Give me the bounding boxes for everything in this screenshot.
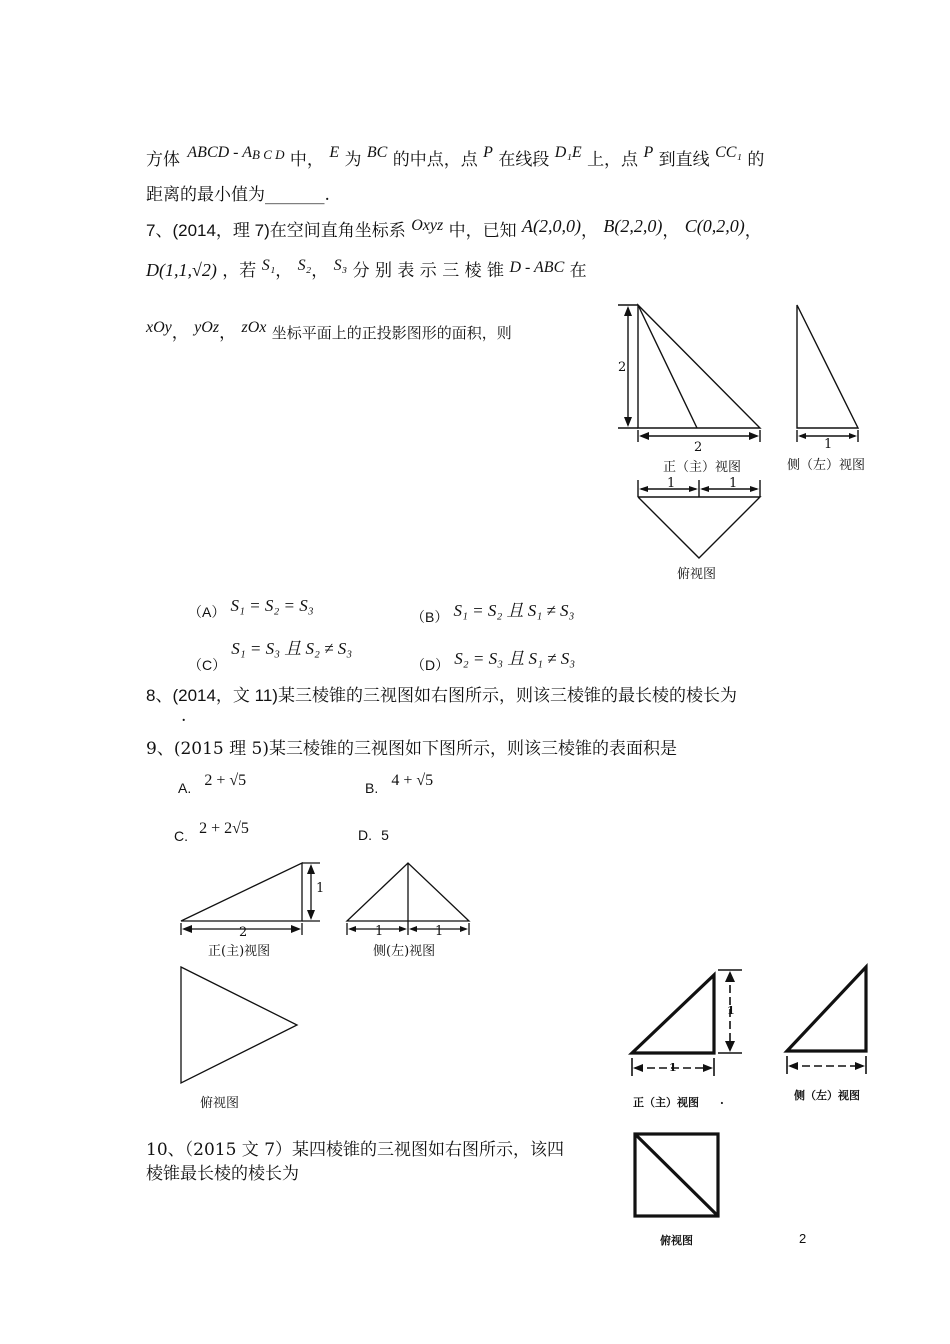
- q7-mid: 中，已知: [448, 221, 517, 241]
- q6-segment-d1e: D₁E: [554, 144, 582, 161]
- q6-point-p-2: P: [643, 144, 654, 161]
- q7-option-b-expr: S₁ = S₂ 且 S₁ ≠ S₃: [453, 601, 575, 620]
- q9-side-caption: 侧(左)视图: [373, 944, 436, 959]
- q7-option-c-label: （C）: [188, 657, 227, 673]
- q7-line3: xOy， yOz， zOx 坐标平面上的正投影图形的面积，则: [146, 319, 512, 343]
- q10-front-caption: 正（主）视图: [633, 1096, 699, 1109]
- q7-side-caption: 侧（左）视图: [787, 458, 866, 473]
- page-number: 2: [799, 1231, 807, 1246]
- q7-option-a-label: （A）: [188, 604, 226, 620]
- q9-option-a-label: A.: [178, 780, 192, 796]
- q7-if: ，若: [222, 261, 257, 281]
- q10-front-width-label: 1: [669, 1061, 677, 1074]
- q9-front-height-label: 1: [316, 881, 325, 896]
- q10-arrow: [703, 1064, 713, 1072]
- q10-top-caption: 俯视图: [660, 1234, 693, 1247]
- q7-zai: 在: [569, 261, 587, 281]
- q6-point-e: E: [329, 144, 340, 161]
- q6-cube-expr: ABCD - A: [187, 144, 252, 161]
- q7-oxyz: Oxyz: [411, 217, 444, 234]
- q7-front-width-label: 2: [694, 440, 703, 455]
- q10-arrow: [855, 1062, 865, 1070]
- q10-side-caption: 侧（左）视图: [794, 1089, 860, 1102]
- q7-side-width-label: 1: [824, 437, 833, 452]
- q10-front-height-label: 1: [727, 1004, 735, 1017]
- q7-point-a: A(2,0,0): [521, 216, 581, 236]
- q6-line2: 距离的最小值为_______.: [146, 185, 330, 205]
- q10-front-view-triangle: [632, 975, 714, 1053]
- q9-option-b-expr: 4 + √5: [391, 772, 434, 789]
- q9-top-caption: 俯视图: [200, 1096, 240, 1111]
- q7-front-height-label: 2: [618, 360, 627, 375]
- q8-dot: .: [181, 706, 187, 726]
- q9-option-c-expr: 2 + 2√5: [199, 820, 249, 837]
- q7-point-c: C(0,2,0): [684, 216, 745, 236]
- q6-text-h: 的: [747, 150, 765, 170]
- q7-option-a-expr: S₁ = S₂ = S₃: [230, 596, 314, 615]
- q10-line1: 10、（2015 文 7）某四棱锥的三视图如右图所示，该四: [146, 1140, 565, 1160]
- q10-top-view-diagonal: [635, 1134, 718, 1216]
- q7-front-caption: 正（主）视图: [663, 460, 742, 475]
- q10-arrow: [725, 971, 735, 982]
- q6-point-p: P: [483, 144, 493, 161]
- q7-line3-tail: 坐标平面上的正投影图形的面积，则: [271, 324, 512, 342]
- q7-s1: S₁: [261, 257, 276, 274]
- q9-side-right-label: 1: [435, 924, 444, 939]
- q7-zox: zOx: [241, 319, 267, 336]
- q7-line2-tail: 分 别 表 示 三 棱 锥: [352, 261, 505, 281]
- q9-front-width-label: 2: [239, 925, 248, 940]
- q7-point-d: D(1,1,√2): [146, 260, 217, 280]
- q7-top-caption: 俯视图: [677, 567, 717, 582]
- q9-side-left-label: 1: [375, 924, 384, 939]
- q9-option-d-expr: 5: [381, 827, 389, 843]
- q7-option-b-label: （B）: [411, 609, 449, 625]
- q7-line1: 7、(2014，理 7)在空间直角坐标系 Oxyz 中，已知 A(2,0,0)， B(2,2,0)， C(0,2,0)，: [146, 216, 762, 241]
- q10-arrow: [725, 1041, 735, 1052]
- q9-option-b-label: B.: [365, 780, 379, 796]
- q6-text-g: 到直线: [658, 150, 710, 170]
- q10-arrow: [633, 1064, 643, 1072]
- q7-xoy: xOy: [146, 319, 172, 336]
- q9-option-d-label: D.: [358, 827, 372, 843]
- q7-option-d-label: （D）: [411, 657, 450, 673]
- q7-yoz: yOz: [194, 319, 220, 336]
- q7-line2: D(1,1,√2) ，若 S₁， S₂， S₃ 分 别 表 示 三 棱 锥 D - ABC 在: [146, 257, 587, 281]
- q9-text: 9、(2015 理 5)某三棱锥的三视图如下图所示，则该三棱锥的表面积是: [146, 739, 677, 759]
- q7-top-left-label: 1: [667, 476, 676, 491]
- q8-text: 8、(2014，文 11)某三棱锥的三视图如右图所示，则该三棱锥的最长棱的棱长为: [146, 686, 737, 705]
- q6-text-e: 在线段: [498, 150, 550, 170]
- q7-option-c-expr: S₁ = S₃ 且 S₂ ≠ S₃: [231, 639, 353, 658]
- q9-front-caption: 正(主)视图: [208, 944, 271, 959]
- q6-text-c: 为: [344, 150, 362, 170]
- q7-point-b: B(2,2,0): [603, 216, 663, 236]
- q6-line-cc1: CC₁: [715, 144, 742, 161]
- q6-cube-tail: B C D: [252, 147, 285, 162]
- q10-arrow: [788, 1062, 798, 1070]
- q9-option-a-expr: 2 + √5: [204, 772, 247, 789]
- q6-text-b: 中，: [289, 150, 324, 170]
- q7-option-d-expr: S₂ = S₃ 且 S₁ ≠ S₃: [454, 649, 576, 668]
- q6-text-d: 的中点，点: [392, 150, 478, 170]
- q7-s3: S₃: [333, 257, 348, 274]
- q6-segment-bc: BC: [366, 144, 388, 161]
- q6-text-a: 方体: [146, 150, 180, 170]
- q9-option-c-label: C.: [174, 828, 188, 844]
- q7-dabc: D - ABC: [509, 259, 565, 276]
- q7-s2: S₂: [297, 257, 312, 274]
- q10-front-dot: .: [720, 1094, 724, 1107]
- q10-line2: 棱锥最长棱的棱长为: [146, 1164, 299, 1184]
- q6-text-f: 上，点: [587, 150, 639, 170]
- q7-head: 7、(2014，理 7)在空间直角坐标系: [146, 221, 406, 240]
- q10-side-view-triangle: [787, 967, 866, 1051]
- q7-top-right-label: 1: [729, 476, 738, 491]
